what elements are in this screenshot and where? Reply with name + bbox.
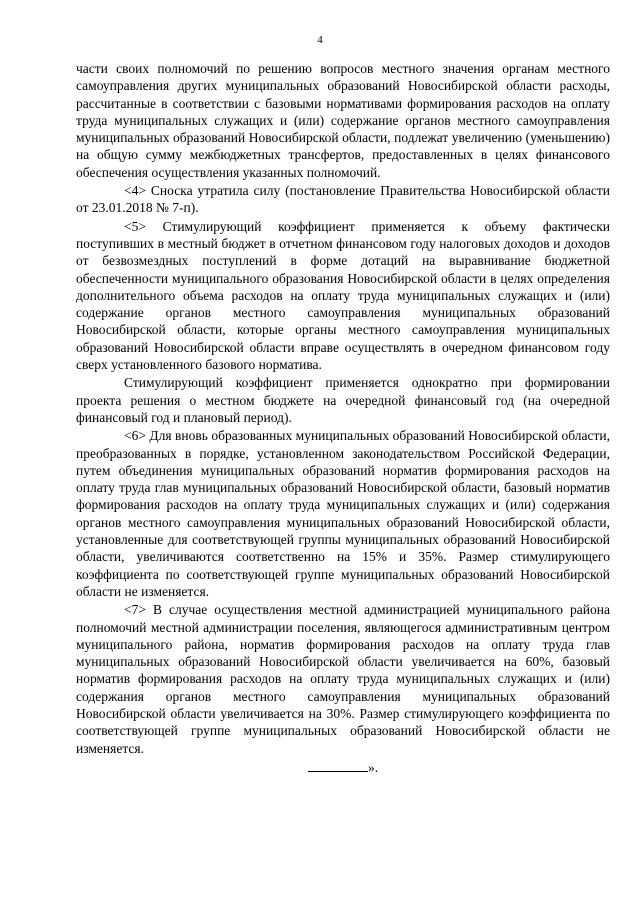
footnote-5: <5> Стимулирующий коэффициент применяется к объему фактически поступивших в местный бюджет в отчетном финансовом году налоговых доходов и доходов от безвозмездных поступлений в форме дотаций на выравнивание бюджетной обеспеченности муниципального образования Новосибирской области в целях определения дополнительного объема расходов на оплату труда муниципальных служащих и (или) содержание органов местного самоуправления муниципальных образований Новосибирской области, которые органы местного самоуправления муниципальных образований Новосибирской области вправе осуществлять в очередном финансовом году сверх установленного базового норматива.	[76, 218, 610, 373]
footnote-6: <6> Для вновь образованных муниципальных образований Новосибирской области, преобразованных в порядке, установленном законодательством Российской Федерации, путем объединения муниципальных образований норматив формирования расходов на оплату труда глав муниципальных образований Новосибирской области, базовый норматив формирования расходов на оплату труда муниципальных служащих и (или) содержания органов местного самоуправления муниципальных образований Новосибирской области, установленные для соответствующей группы муниципальных образований Новосибирской области, увеличиваются соответственно на 15% и 35%. Размер стимулирующего коэффициента по соответствующей группе муниципальных образований Новосибирской области не изменяется.	[76, 428, 610, 599]
paragraph-continuation: части своих полномочий по решению вопросов местного значения органам местного самоуправления других муниципальных образований Новосибирской области расходы, рассчитанные в соответствии с базовыми нормативами формирования расходов на оплату труда муниципальных служащих и (или) содержание органов местного самоуправления муниципальных образований Новосибирской области, подлежат увеличению (уменьшению) на общую сумму межбюджетных трансфертов, предоставленных в целях финансового обеспечения осуществления указанных полномочий.	[76, 61, 610, 180]
page-number: 4	[317, 34, 323, 46]
signature-blank-line	[308, 760, 368, 772]
footnote-7: <7> В случае осуществления местной администрацией муниципального района полномочий местной администрации поселения, являющегося административным центром муниципального района, норматив формирования расходов на оплату труда глав муниципальных образований Новосибирской области увеличивается на 60%, базовый норматив формирования расходов на оплату труда муниципальных служащих и (или) содержания органов местного самоуправления муниципальных образований Новосибирской области увеличивается на 30%. Размер стимулирующего коэффициента по соответствующей группе муниципальных образований Новосибирской области не изменяется.	[76, 602, 610, 756]
closing-quote: ».	[367, 759, 379, 775]
footnote-4: <4> Сноска утратила силу (постановление Правительства Новосибирской области от 23.01.2018 № 7-п).	[76, 183, 610, 216]
closing-line	[76, 759, 610, 776]
document-body	[76, 60, 610, 776]
footnote-5-note: Стимулирующий коэффициент применяется однократно при формировании проекта решения о местном бюджете на очередной финансовый год (на очередной финансовый год и плановый период).	[76, 375, 610, 425]
